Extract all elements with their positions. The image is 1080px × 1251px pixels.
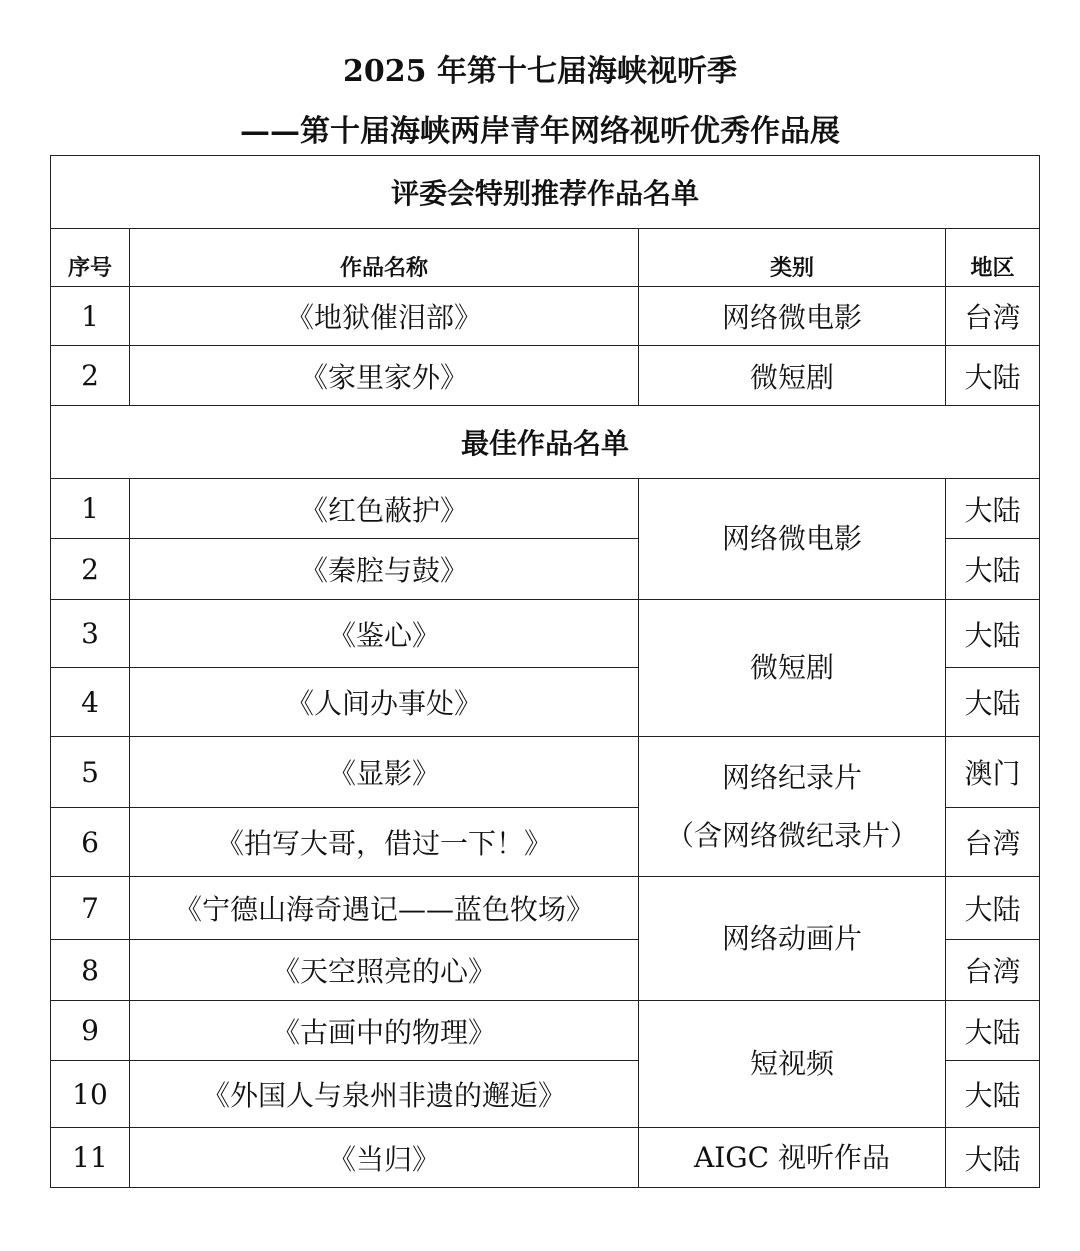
- row-index: 4: [51, 668, 130, 737]
- row-name: 《当归》: [130, 1128, 639, 1188]
- table-row: [51, 1128, 1040, 1188]
- category-label: 网络纪录片: [721, 760, 862, 794]
- row-index: 2: [51, 539, 130, 600]
- category-label: AIGC 视听作品: [694, 1140, 890, 1174]
- row-index: 7: [51, 877, 130, 940]
- page-title: 2025 年第十七届海峡视听季: [343, 54, 737, 89]
- row-name: 《地狱催泪部》: [130, 287, 639, 346]
- category-cell: [639, 737, 946, 877]
- table-row: [51, 600, 1040, 668]
- row-name: 《秦腔与鼓》: [130, 539, 639, 600]
- row-name: 《宁德山海奇遇记——蓝色牧场》: [130, 877, 639, 940]
- row-name: 《古画中的物理》: [130, 1001, 639, 1061]
- table-row: [51, 737, 1040, 808]
- table-row: [51, 877, 1040, 940]
- row-name: 《外国人与泉州非遗的邂逅》: [130, 1061, 639, 1128]
- category-cell: [639, 479, 946, 600]
- row-region: 澳门: [946, 737, 1040, 808]
- row-index: 3: [51, 600, 130, 668]
- row-region: 台湾: [946, 287, 1040, 346]
- special-section-heading: 评委会特别推荐作品名单: [51, 156, 1040, 229]
- row-region: 大陆: [946, 1001, 1040, 1061]
- category-cell: [639, 1128, 946, 1188]
- row-region: 大陆: [946, 346, 1040, 406]
- row-index: 1: [51, 287, 130, 346]
- category-cell: [639, 877, 946, 1001]
- category-label-note: （含网络微纪录片）: [665, 818, 918, 852]
- row-region: 台湾: [946, 940, 1040, 1001]
- award-list-table: [50, 155, 1040, 1188]
- row-name: 《天空照亮的心》: [130, 940, 639, 1001]
- category-cell: [639, 1001, 946, 1128]
- row-region: 大陆: [946, 1061, 1040, 1128]
- row-category: 微短剧: [639, 346, 946, 406]
- header-name: 作品名称: [130, 229, 639, 287]
- row-index: 2: [51, 346, 130, 406]
- category-label: 网络动画片: [721, 921, 862, 955]
- header-region: 地区: [946, 229, 1040, 287]
- table-row: [51, 479, 1040, 539]
- row-index: 10: [51, 1061, 130, 1128]
- row-name: 《显影》: [130, 737, 639, 808]
- row-name: 《红色蔽护》: [130, 479, 639, 539]
- row-name: 《拍写大哥，借过一下！》: [130, 808, 639, 877]
- row-index: 6: [51, 808, 130, 877]
- row-name: 《鉴心》: [130, 600, 639, 668]
- row-name: 《家里家外》: [130, 346, 639, 406]
- row-index: 11: [51, 1128, 130, 1188]
- table-row: [51, 346, 1040, 406]
- category-label: 短视频: [749, 1047, 834, 1080]
- row-index: 8: [51, 940, 130, 1001]
- row-region: 大陆: [946, 539, 1040, 600]
- row-index: 5: [51, 737, 130, 808]
- row-region: 大陆: [946, 877, 1040, 940]
- table-row: [51, 1001, 1040, 1061]
- row-index: 1: [51, 479, 130, 539]
- category-label: 微短剧: [749, 651, 834, 684]
- row-region: 台湾: [946, 808, 1040, 877]
- row-category: 网络微电影: [639, 287, 946, 346]
- best-section-heading: 最佳作品名单: [51, 406, 1040, 479]
- header-category: 类别: [639, 229, 946, 287]
- row-region: 大陆: [946, 600, 1040, 668]
- category-label: 网络微电影: [721, 522, 862, 555]
- page-subtitle: ——第十届海峡两岸青年网络视听优秀作品展: [240, 114, 840, 149]
- table-header-row: [51, 229, 1040, 287]
- row-index: 9: [51, 1001, 130, 1061]
- row-region: 大陆: [946, 479, 1040, 539]
- row-region: 大陆: [946, 1128, 1040, 1188]
- row-region: 大陆: [946, 668, 1040, 737]
- category-cell: [639, 600, 946, 737]
- row-name: 《人间办事处》: [130, 668, 639, 737]
- table-row: [51, 287, 1040, 346]
- header-index: 序号: [51, 229, 130, 287]
